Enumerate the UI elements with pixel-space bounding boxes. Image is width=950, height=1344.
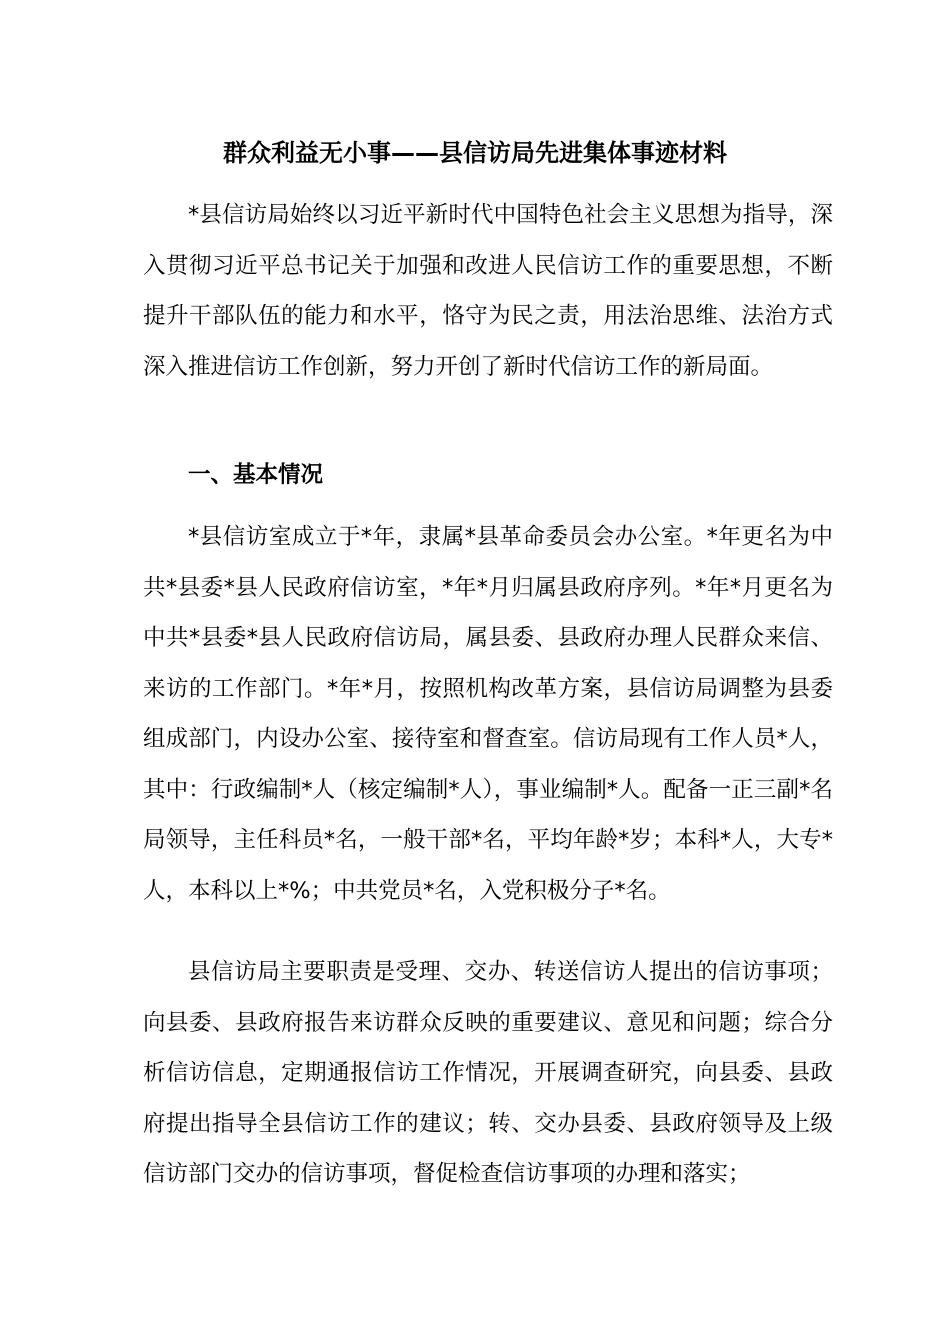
basic-situation-paragraph: *县信访室成立于*年，隶属*县革命委员会办公室。*年更名为中共*县委*县人民政府信访室，*年*月归属县政府序列。*年*月更名为中共*县委*县人民政府信访局，属县委、县政府办理人民群众来信、来访的工作部门。*年*月，按照机构改革方案，县信访局调整为县委组成部门，内设办公室、接待室和督查室。信访局现有工作人员*人，其中：行政编制*人（核定编制*人），事业编制*人。配备一正三副*名局领导，主任科员*名，一般干部*名，平均年龄*岁；本科*人，大专*人，本科以上*%；中共党员*名，入党积极分子*名。 <box>143 524 833 904</box>
document-title: 群众利益无小事——县信访局先进集体事迹材料 <box>223 139 727 167</box>
intro-paragraph: *县信访局始终以习近平新时代中国特色社会主义思想为指导，深入贯彻习近平总书记关于加强和改进人民信访工作的重要思想，不断提升干部队伍的能力和水平，恪守为民之责，用法治思维、法治方式深入推进信访工作创新，努力开创了新时代信访工作的新局面。 <box>143 202 833 380</box>
main-duties-paragraph: 县信访局主要职责是受理、交办、转送信访人提出的信访事项；向县委、县政府报告来访群众反映的重要建议、意见和问题；综合分析信访信息，定期通报信访工作情况，开展调查研究，向县委、县政府提出指导全县信访工作的建议；转、交办县委、县政府领导及上级信访部门交办的信访事项，督促检查信访事项的办理和落实； <box>143 959 833 1187</box>
section-heading-basic-situation: 一、基本情况 <box>188 462 324 488</box>
